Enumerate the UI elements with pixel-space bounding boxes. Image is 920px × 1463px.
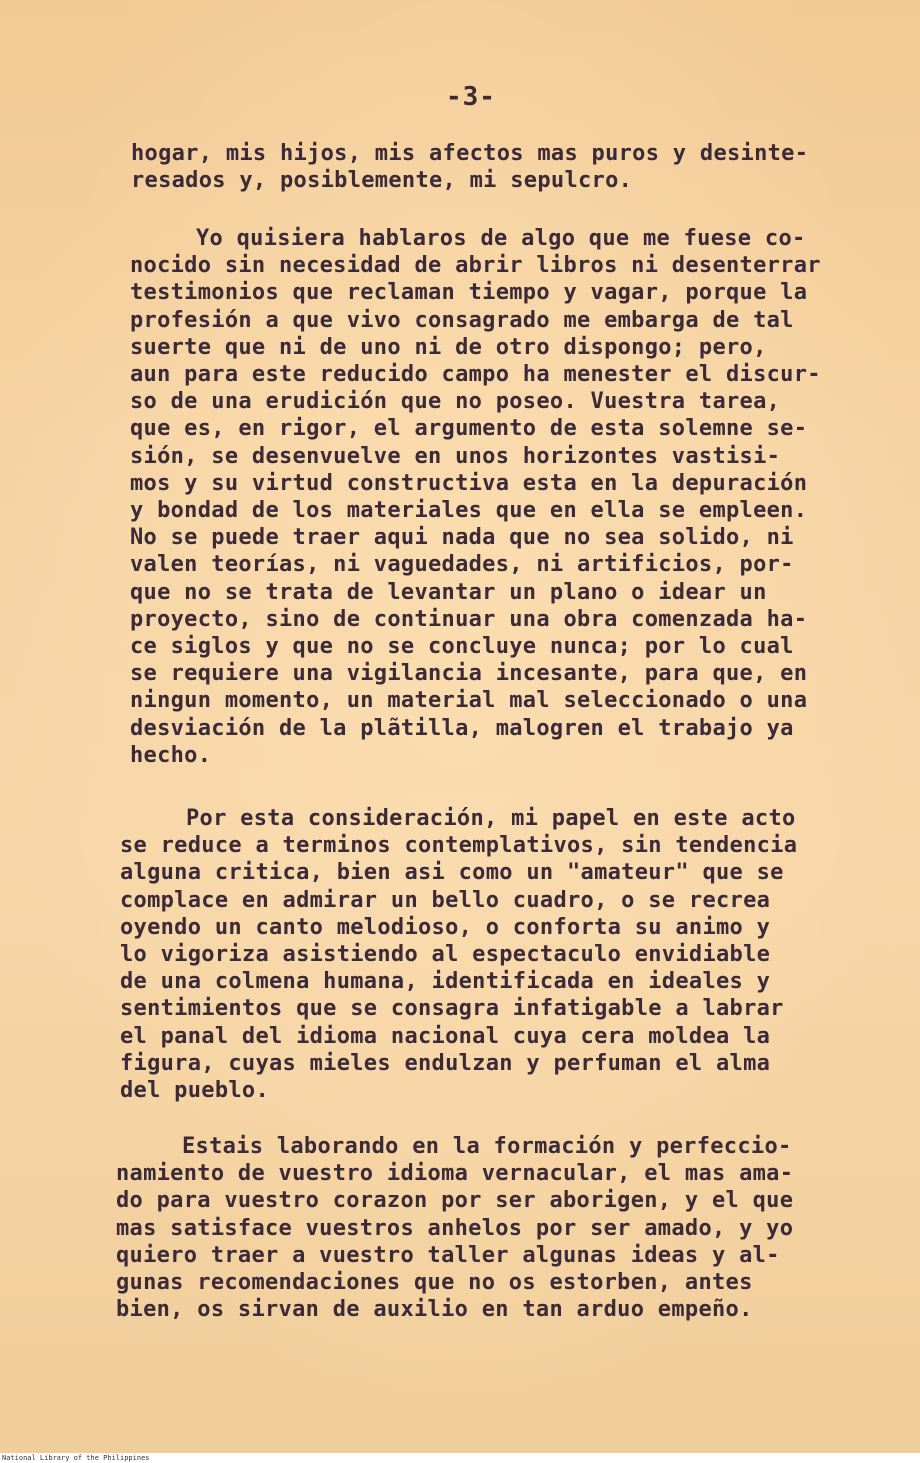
text-line: y bondad de los materiales que en ella se empleen. — [130, 498, 808, 524]
text-line: namiento de vuestro idioma vernacular, el mas ama- — [116, 1161, 794, 1187]
text-line: mas satisface vuestros anhelos por ser amado, y yo — [116, 1215, 794, 1241]
text-line: sión, se desenvuelve en unos horizontes vastisi- — [130, 443, 781, 469]
text-line: mos y su virtud constructiva esta en la depuración — [130, 470, 808, 496]
text-line: suerte que ni de uno ni de otro dispongo; pero, — [130, 334, 767, 360]
text-line: testimonios que reclaman tiempo y vagar, porque la — [130, 280, 808, 306]
text-line: gunas recomendaciones que no os estorben, antes — [116, 1270, 753, 1296]
text-line: bien, os sirvan de auxilio en tan arduo empeño. — [116, 1297, 753, 1323]
text-line: se requiere una vigilancia incesante, para que, en — [130, 661, 808, 687]
text-line: que no se trata de levantar un plano o idear un — [130, 579, 767, 605]
paragraph-1 — [131, 140, 808, 194]
text-line: proyecto, sino de continuar una obra comenzada ha- — [130, 606, 808, 632]
text-line: figura, cuyas mieles endulzan y perfuman el alma — [120, 1050, 771, 1076]
text-line: desviación de la plãtilla, malogren el trabajo ya — [130, 715, 794, 741]
text-line: No se puede traer aqui nada que no sea solido, ni — [130, 525, 794, 551]
text-line: del pueblo. — [120, 1078, 269, 1104]
text-line: ce siglos y que no se concluye nunca; por lo cual — [130, 634, 794, 660]
text-line: nocido sin necesidad de abrir libros ni desenterrar — [130, 253, 821, 279]
text-line: sentimientos que se consagra infatigable a labrar — [120, 996, 784, 1022]
text-line: aun para este reducido campo ha menester el discur- — [130, 362, 821, 388]
text-line: Por esta consideración, mi papel en este acto — [186, 806, 796, 831]
text-line: oyendo un canto melodioso, o conforta su animo y — [120, 914, 771, 940]
footer-credit: National Library of the Philippines — [2, 1454, 150, 1462]
text-line: que es, en rigor, el argumento de esta solemne se- — [130, 416, 808, 442]
text-line: quiero traer a vuestro taller algunas ideas y al- — [116, 1242, 780, 1268]
text-line: lo vigoriza asistiendo al espectaculo envidiable — [120, 942, 771, 968]
text-line: se reduce a terminos contemplativos, sin tendencia — [120, 833, 798, 859]
text-line: alguna critica, bien asi como un "amateur" que se — [120, 860, 784, 886]
paragraph-2 — [130, 225, 821, 769]
text-line: complace en admirar un bello cuadro, o se recrea — [120, 887, 771, 913]
text-line: el panal del idioma nacional cuya cera moldea la — [120, 1023, 771, 1049]
text-line: resados y, posiblemente, mi sepulcro. — [131, 168, 633, 194]
text-line: Estais laborando en la formación y perfeccio- — [182, 1134, 792, 1159]
text-line: ningun momento, un material mal seleccionado o una — [130, 688, 808, 714]
text-line: so de una erudición que no poseo. Vuestra tarea, — [130, 389, 781, 415]
text-line: Yo quisiera hablaros de algo que me fuese co- — [196, 226, 806, 251]
text-line: profesión a que vivo consagrado me embarga de tal — [130, 307, 794, 333]
page-number: -3- — [446, 82, 496, 112]
text-line: de una colmena humana, identificada en ideales y — [120, 969, 771, 995]
text-line: valen teorías, ni vaguedades, ni artificios, por- — [130, 552, 794, 578]
paragraph-3 — [120, 805, 797, 1104]
text-line: hogar, mis hijos, mis afectos mas puros y desinte- — [131, 141, 809, 166]
paragraph-4 — [116, 1133, 793, 1323]
text-line: hecho. — [130, 742, 212, 768]
text-line: do para vuestro corazon por ser aborigen, y el que — [116, 1188, 794, 1214]
